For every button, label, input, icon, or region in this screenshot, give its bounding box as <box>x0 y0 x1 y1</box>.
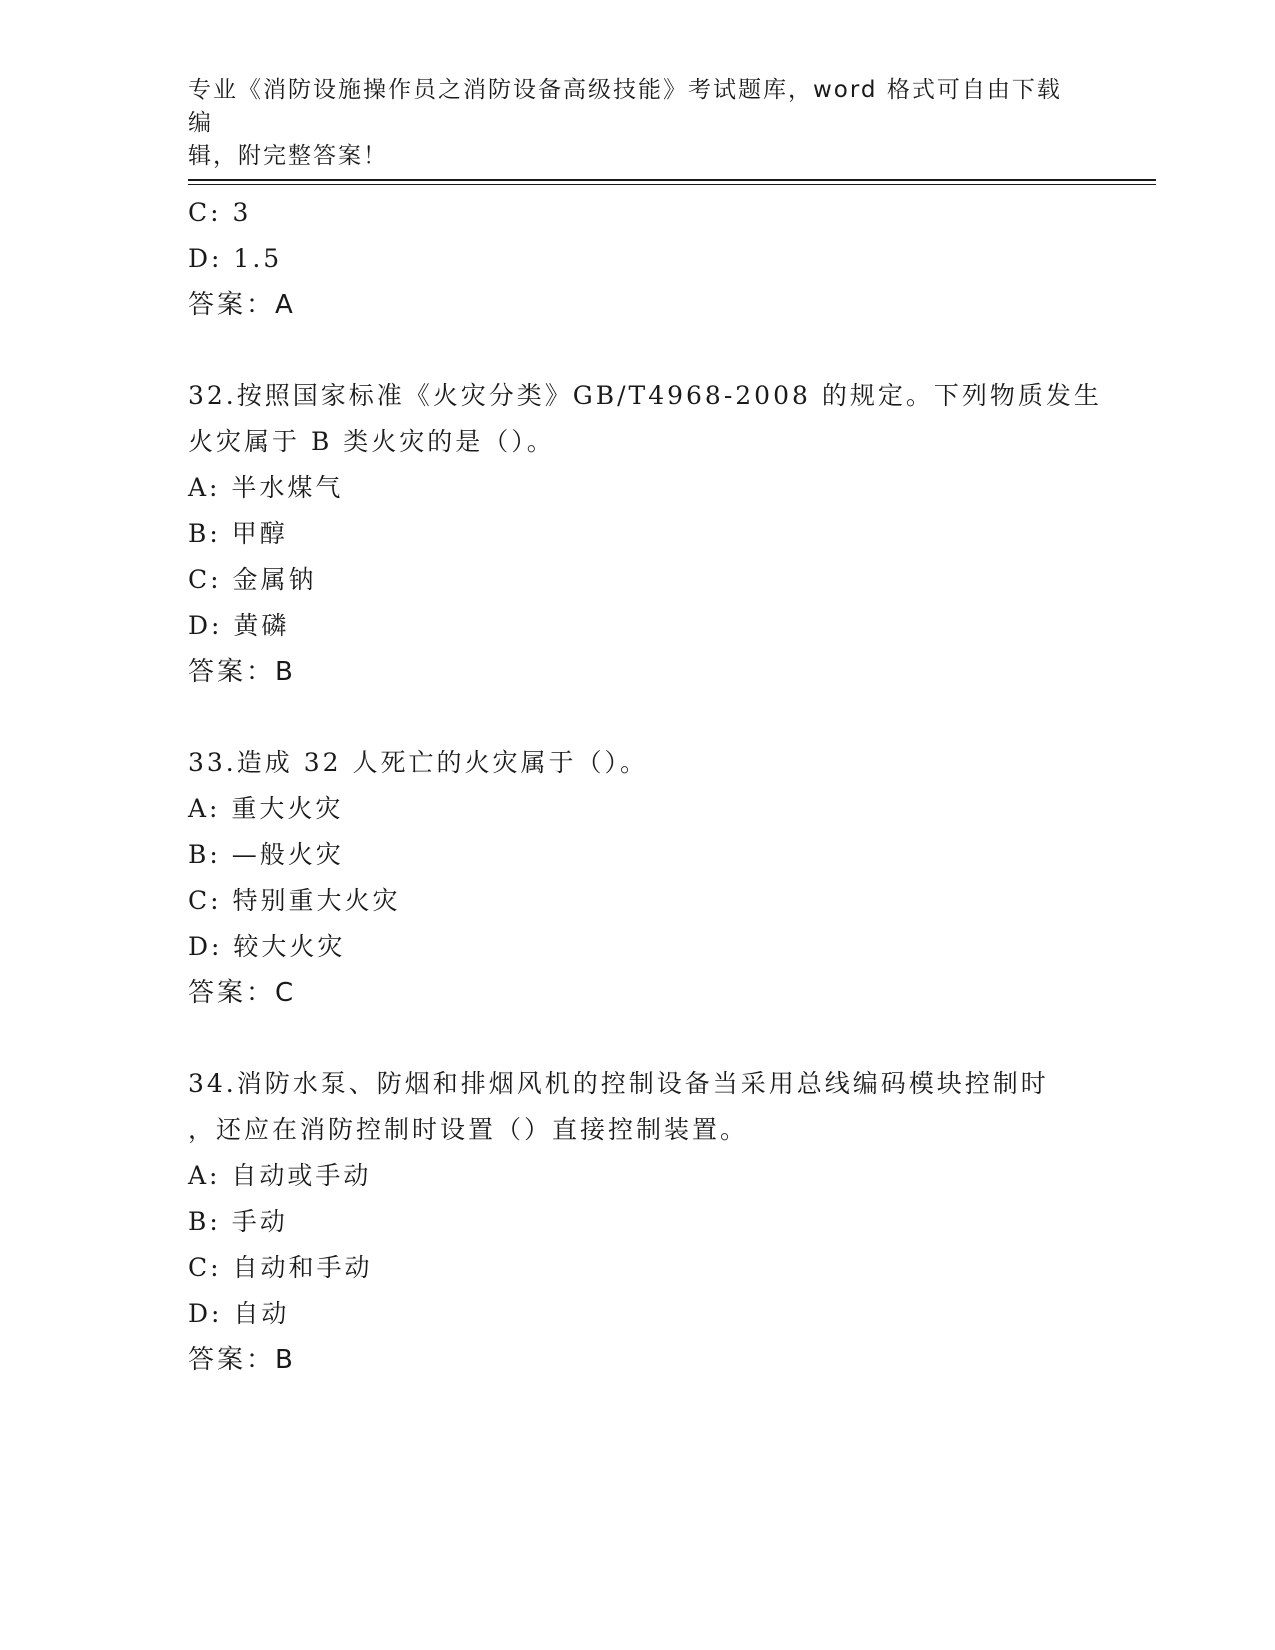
option-a: A: 半水煤气 <box>188 473 344 502</box>
option-d: D: 黄磷 <box>188 611 290 640</box>
option-a: A: 重大火灾 <box>188 794 344 823</box>
question-stem-line: 32.按照国家标准《火灾分类》GB/T4968-2008 的规定。下列物质发生 <box>188 381 1102 410</box>
question-stem-line: ，还应在消防控制时设置（）直接控制装置。 <box>188 1115 749 1144</box>
header-line-2: 辑，附完整答案！ <box>188 143 388 169</box>
option-c: C: 特别重大火灾 <box>188 886 401 915</box>
spacer <box>188 695 1088 740</box>
option-b: B: 甲醇 <box>188 519 288 548</box>
question-stem-line: 34.消防水泵、防烟和排烟风机的控制设备当采用总线编码模块控制时 <box>188 1069 1049 1098</box>
question-32 <box>188 373 1102 695</box>
question-list <box>188 190 1102 1383</box>
header-divider-thick <box>188 179 1156 181</box>
document-header <box>188 74 1078 173</box>
option-d: D: 较大火灾 <box>188 932 346 961</box>
answer-line: 答案：B <box>188 657 296 687</box>
option-c: C: 自动和手动 <box>188 1253 373 1282</box>
option-c: C: 3 <box>188 198 252 227</box>
question-stem-line: 火灾属于 B 类火灾的是（）。 <box>188 427 555 456</box>
answer-line: 答案：C <box>188 978 297 1008</box>
option-d: D: 自动 <box>188 1299 290 1328</box>
option-d: D: 1.5 <box>188 244 283 273</box>
option-c: C: 金属钠 <box>188 565 317 594</box>
option-b: B: —般火灾 <box>188 840 344 869</box>
question-33 <box>188 740 1088 1016</box>
spacer <box>188 1016 1088 1061</box>
question-34 <box>188 1061 1088 1383</box>
option-a: A: 自动或手动 <box>188 1161 372 1190</box>
header-line-1: 专业《消防设施操作员之消防设备高级技能》考试题库，word 格式可自由下载编 <box>188 77 1062 136</box>
question-31-tail <box>188 190 1088 328</box>
header-divider-thin <box>188 184 1156 185</box>
spacer <box>188 328 1088 373</box>
option-b: B: 手动 <box>188 1207 288 1236</box>
question-stem-line: 33.造成 32 人死亡的火灾属于（）。 <box>188 748 648 777</box>
answer-line: 答案：B <box>188 1345 296 1375</box>
answer-line: 答案：A <box>188 290 296 320</box>
